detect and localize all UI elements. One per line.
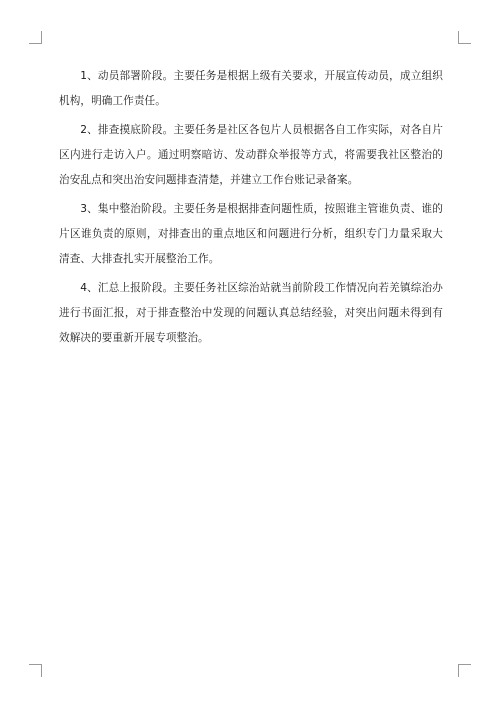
paragraph-stage-1: 1、动员部署阶段。主要任务是根据上级有关要求，开展宣传动员，成立组织机构，明确工作责任。 [59,70,443,107]
paragraph-stage-4: 4、汇总上报阶段。主要任务社区综治站就当前阶段工作情况向若羌镇综治办进行书面汇报，对于排查整治中发现的问题认真总结经验，对突出问题未得到有效解决的要重新开展专项整治。 [59,282,443,344]
crop-mark-top-left [29,31,42,44]
document-body [59,64,443,355]
crop-mark-bottom-right [458,664,471,677]
paragraph-stage-3: 3、集中整治阶段。主要任务是根据排查问题性质，按照谁主管谁负责、谁的片区谁负责的原则，对排查出的重点地区和问题进行分析，组织专门力量采取大清查、大排查扎实开展整治工作。 [59,203,443,265]
paragraph-stage-2: 2、排查摸底阶段。主要任务是社区各包片人员根据各自工作实际，对各自片区内进行走访入户。通过明察暗访、发动群众举报等方式，将需要我社区整治的治安乱点和突出治安问题排查清楚，并建立工作台账记录备案。 [59,124,443,186]
crop-mark-top-right [458,31,471,44]
crop-mark-bottom-left [29,664,42,677]
